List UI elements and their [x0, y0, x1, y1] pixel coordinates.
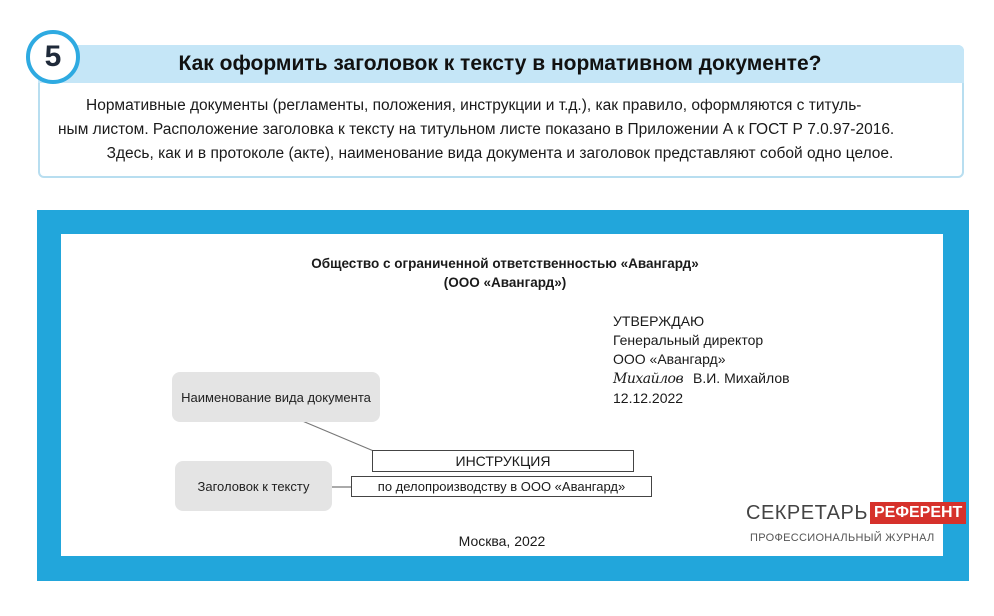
question-title: Как оформить заголовок к тексту в нормативном документе?: [178, 52, 822, 75]
approval-date: 12.12.2022: [613, 390, 684, 406]
approval-position: Генеральный директор: [613, 332, 764, 348]
approval-signer: В.И. Михайлов: [693, 370, 790, 386]
magazine-logo: [746, 502, 966, 544]
document-title-box: по делопроизводству в ООО «Авангард»: [351, 476, 652, 497]
place-and-year: Москва, 2022: [458, 533, 546, 549]
connector-kind: [300, 420, 376, 452]
logo-word-left: СЕКРЕТАРЬ: [746, 502, 868, 524]
question-body-line: Здесь, как и в протоколе (акте), наименование вида документа и заголовок представляют собой одно целое.: [106, 145, 894, 162]
organization-short-name: (ООО «Авангард»): [443, 275, 567, 290]
callout-text-title: Заголовок к тексту: [175, 461, 332, 511]
approval-organization: ООО «Авангард»: [613, 351, 726, 367]
organization-full-name: Общество с ограниченной ответственностью «Авангард»: [311, 256, 699, 271]
question-body-line: ным листом. Расположение заголовка к тексту на титульном листе показано в Приложении А к ГОСТ Р 7.0.97-2016.: [58, 121, 895, 138]
document-kind-box: ИНСТРУКЦИЯ: [372, 450, 634, 472]
question-body-line: Нормативные документы (регламенты, положения, инструкции и т.д.), как правило, оформляются с титуль-: [86, 97, 862, 114]
approval-heading: УТВЕРЖДАЮ: [613, 313, 705, 329]
callout-document-kind: Наименование вида документа: [172, 372, 380, 422]
question-number-badge: 5: [26, 30, 80, 84]
logo-word-right: РЕФЕРЕНТ: [870, 502, 966, 524]
logo-subtitle: ПРОФЕССИОНАЛЬНЫЙ ЖУРНАЛ: [750, 532, 935, 544]
handwritten-signature: Михайлов: [613, 371, 684, 387]
